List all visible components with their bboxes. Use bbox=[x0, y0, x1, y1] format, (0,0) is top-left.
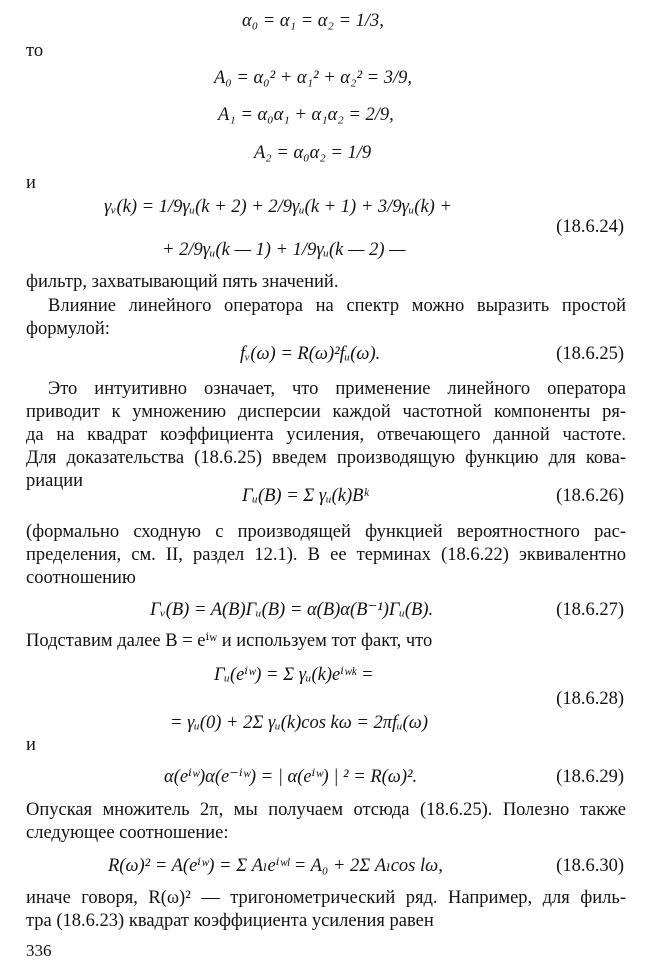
equation-number-29: (18.6.29) bbox=[556, 767, 624, 787]
paragraph-1-line-1: Влияние линейного оператора на спектр можно выразить простой bbox=[48, 296, 626, 316]
paragraph-3-line-2: пределения, см. II, раздел 12.1). В ее терминах (18.6.22) эквивалентно bbox=[26, 545, 626, 565]
word-and-2: и bbox=[26, 735, 36, 755]
paragraph-2-line-2: приводит к умножению дисперсии каждой частотной компоненты ря- bbox=[26, 402, 626, 422]
equation-26: Γᵤ(B) = Σ γᵤ(k)Bᵏ bbox=[242, 486, 369, 506]
page-number: 336 bbox=[26, 941, 52, 960]
equation-gamma-line-1: γᵥ(k) = 1/9γᵤ(k + 2) + 2/9γᵤ(k + 1) + 3/9γᵤ(k) + bbox=[104, 197, 452, 217]
paragraph-1-line-2: формулой: bbox=[26, 319, 110, 339]
equation-28-line-2: = γᵤ(0) + 2Σ γᵤ(k)cos kω = 2πfᵤ(ω) bbox=[170, 713, 428, 733]
paragraph-2-line-4: Для доказательства (18.6.25) введем производящую функцию для кова- bbox=[26, 448, 626, 468]
equation-alphas: α₀ = α₁ = α₂ = 1/3, bbox=[242, 11, 384, 31]
equation-A1: A₁ = α₀α₁ + α₁α₂ = 2/9, bbox=[218, 105, 394, 125]
paragraph-2-line-5: риации bbox=[26, 471, 84, 491]
word-to: то bbox=[26, 41, 44, 61]
equation-number-27: (18.6.27) bbox=[556, 600, 624, 620]
equation-number-25: (18.6.25) bbox=[556, 344, 624, 364]
paragraph-6-line-2: тра (18.6.23) квадрат коэффициента усиления равен bbox=[26, 911, 434, 931]
paragraph-3-line-1: (формально сходную с производящей функцией вероятностного рас- bbox=[26, 522, 626, 542]
paragraph-4-line-1: Подставим далее B = eⁱʷ и используем тот факт, что bbox=[26, 631, 433, 651]
word-and-1: и bbox=[26, 173, 36, 193]
filter-text: фильтр, захватывающий пять значений. bbox=[26, 272, 339, 292]
paragraph-5-line-2: следующее соотношение: bbox=[26, 823, 229, 843]
equation-number-26: (18.6.26) bbox=[556, 486, 624, 506]
equation-number-24: (18.6.24) bbox=[556, 217, 624, 237]
equation-28-line-1: Γᵤ(eⁱʷ) = Σ γᵤ(k)eⁱʷᵏ = bbox=[214, 665, 374, 685]
equation-30: R(ω)² = A(eⁱʷ) = Σ Aₗeⁱʷˡ = A₀ + 2Σ Aₗcos lω, bbox=[108, 856, 443, 876]
equation-number-28: (18.6.28) bbox=[556, 689, 624, 709]
paragraph-3-line-3: соотношению bbox=[26, 568, 136, 588]
equation-gamma-line-2: + 2/9γᵤ(k — 1) + 1/9γᵤ(k — 2) — bbox=[162, 240, 406, 260]
equation-27: Γᵥ(B) = A(B)Γᵤ(B) = α(B)α(B⁻¹)Γᵤ(B). bbox=[150, 600, 434, 620]
equation-29: α(eⁱʷ)α(e⁻ⁱʷ) = | α(eⁱʷ) | ² = R(ω)². bbox=[164, 767, 418, 787]
equation-A0: A₀ = α₀² + α₁² + α₂² = 3/9, bbox=[214, 68, 412, 88]
paragraph-5-line-1: Опуская множитель 2π, мы получаем отсюда (18.6.25). Полезно также bbox=[26, 800, 626, 820]
paragraph-2-line-1: Это интуитивно означает, что применение линейного оператора bbox=[48, 379, 626, 399]
equation-25: fᵥ(ω) = R(ω)²fᵤ(ω). bbox=[240, 344, 381, 364]
equation-number-30: (18.6.30) bbox=[556, 856, 624, 876]
equation-A2: A₂ = α₀α₂ = 1/9 bbox=[254, 143, 372, 163]
paragraph-2-line-3: да на квадрат коэффициента усиления, отвечающего данной частоте. bbox=[26, 425, 626, 445]
paragraph-6-line-1: иначе говоря, R(ω)² — тригонометрический ряд. Например, для филь- bbox=[26, 888, 626, 908]
